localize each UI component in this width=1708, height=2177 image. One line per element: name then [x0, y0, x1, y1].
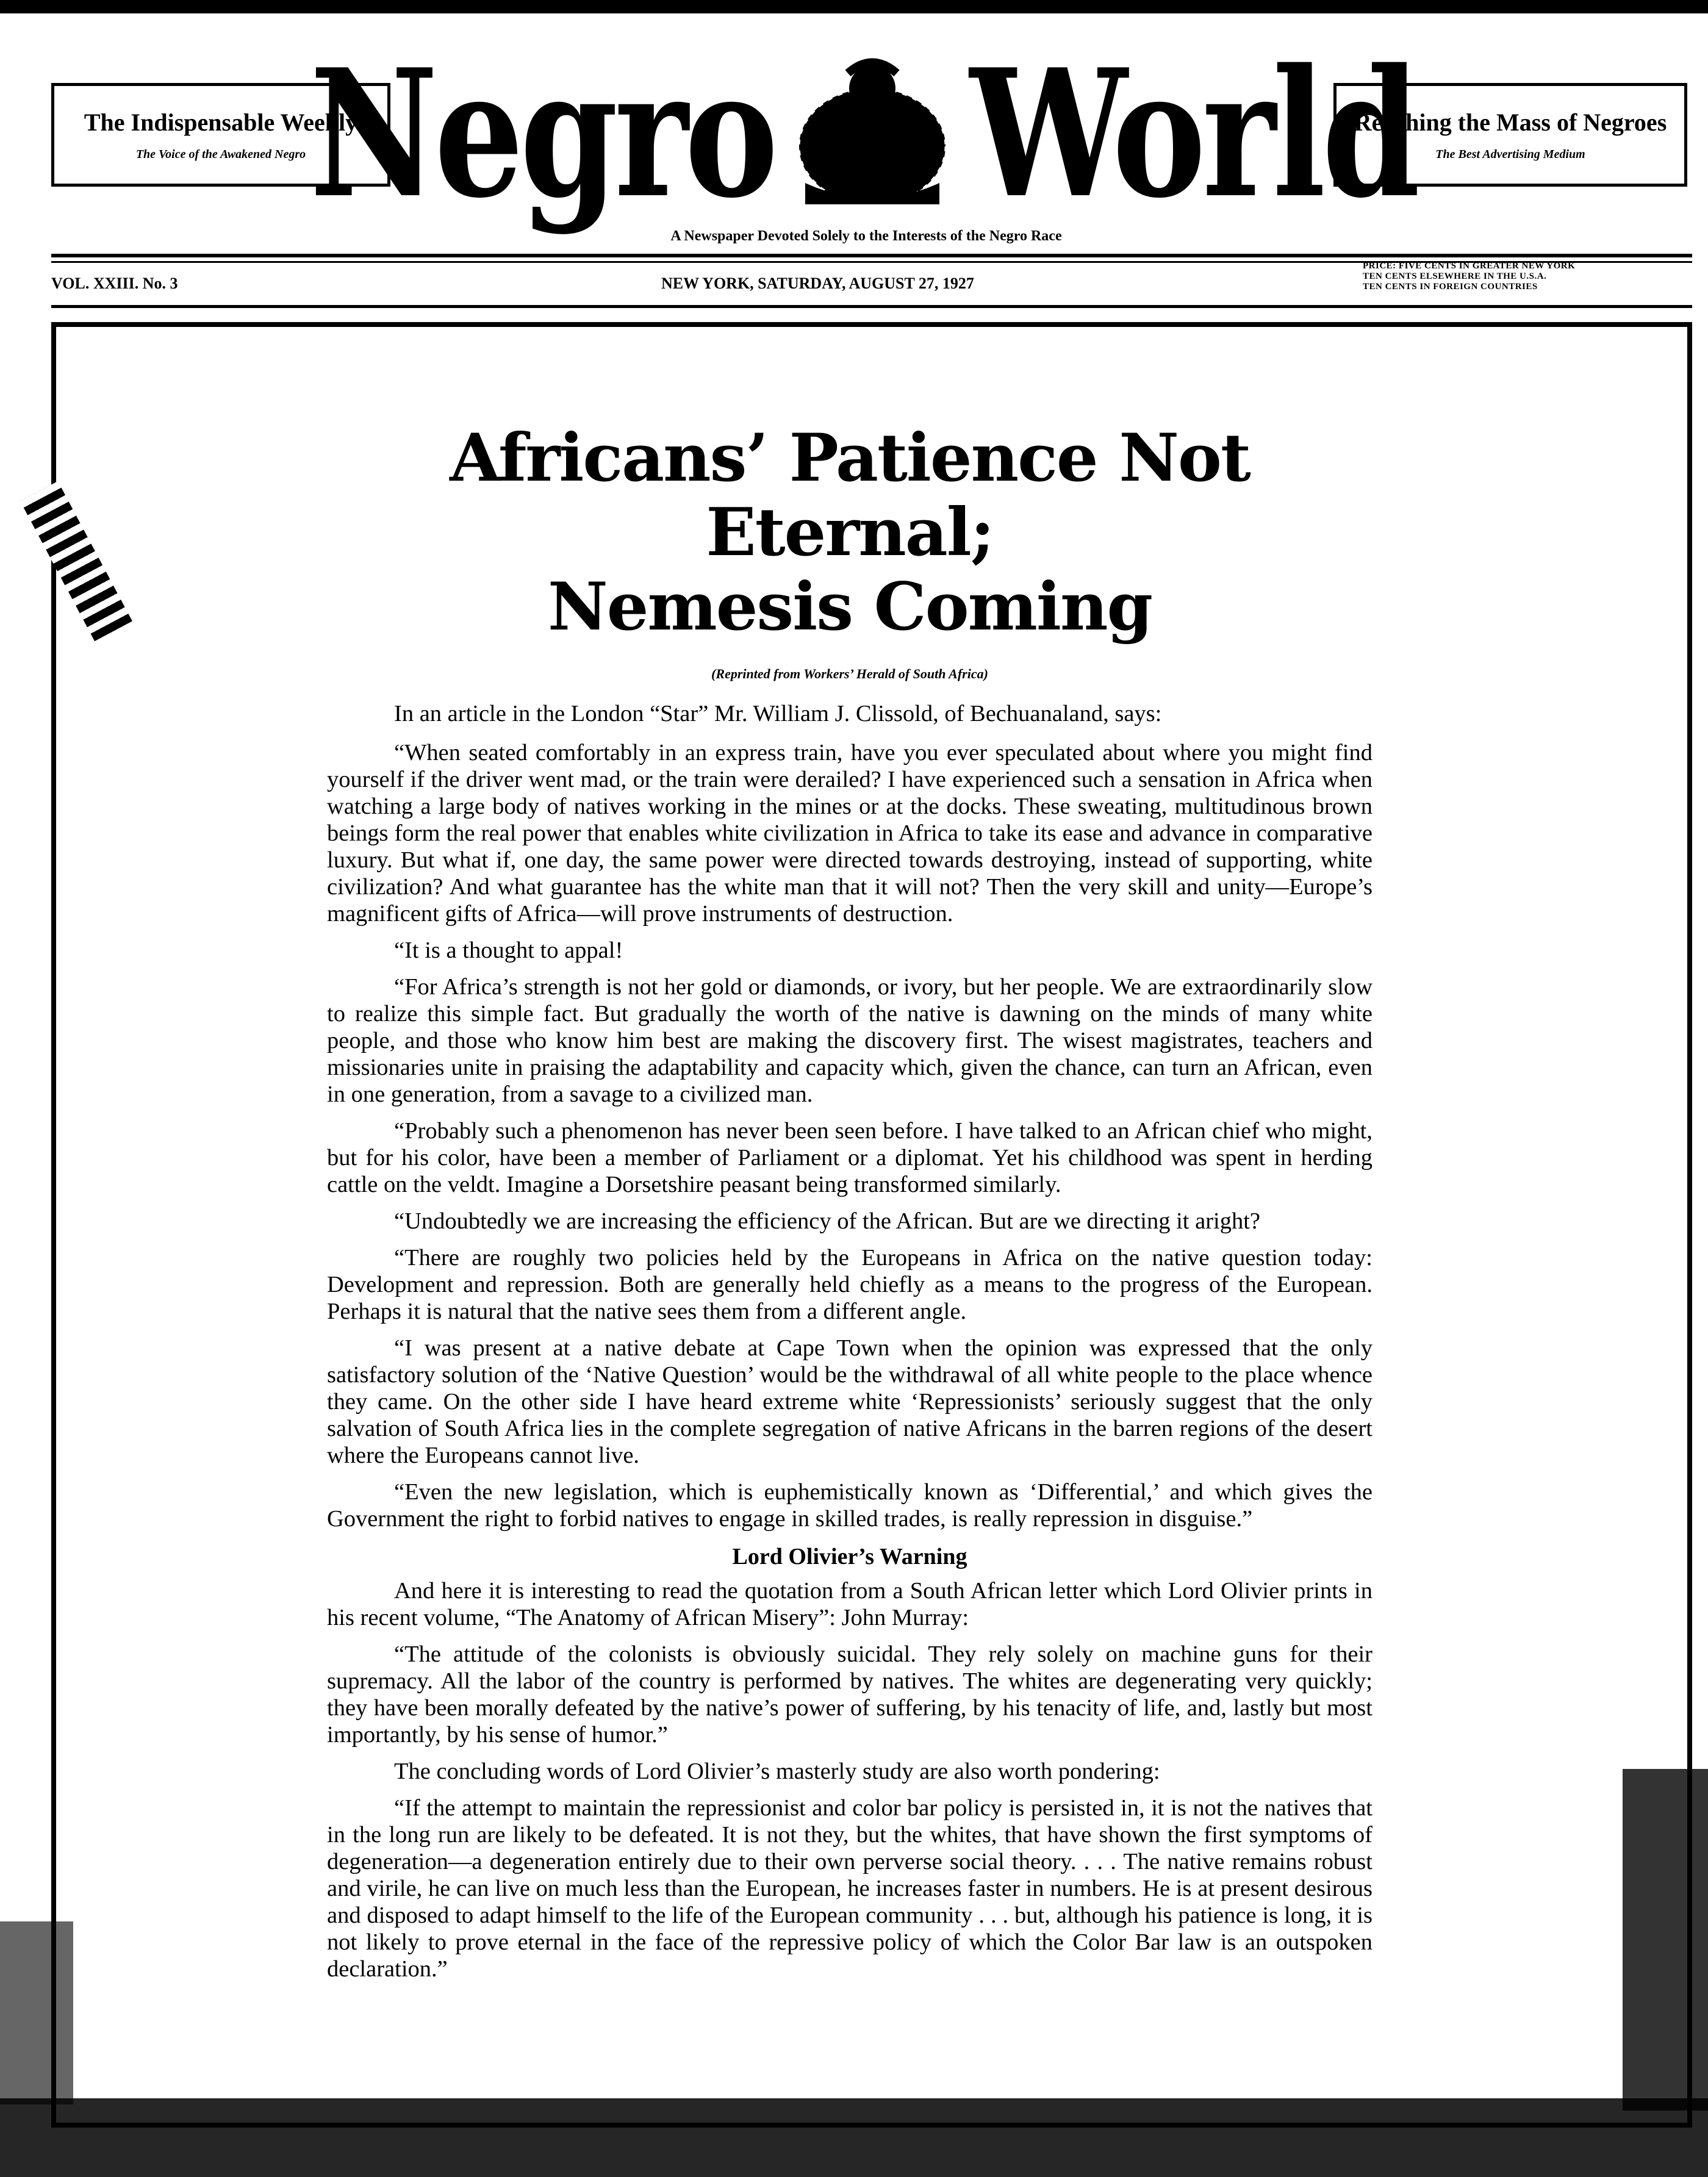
scan-edge-left [0, 1921, 73, 2104]
dateline-bar [51, 261, 1692, 299]
left-ear-slogan: The Indispensable Weekly [84, 109, 358, 136]
globe-emblem-icon [781, 55, 964, 213]
price-block [1363, 261, 1692, 292]
article-paragraph: “Undoubtedly we are increasing the efficiency of the African. But are we directing it aright? [394, 1208, 1261, 1234]
article-paragraph: “It is a thought to appal! [394, 938, 623, 963]
price-line: TEN CENTS ELSEWHERE IN THE U.S.A. [1363, 271, 1547, 281]
article-paragraph: “Even the new legislation, which is euphemistically known as ‘Differential,’ and which gives the Government the right to forbid natives to engage in skilled trades, is really repression in disguise.” [327, 1479, 1372, 1532]
price-line: TEN CENTS IN FOREIGN COUNTRIES [1363, 282, 1538, 292]
article-paragraph: The concluding words of Lord Olivier’s masterly study are also worth pondering: [394, 1759, 1160, 1784]
price-line: PRICE: FIVE CENTS IN GREATER NEW YORK [1363, 261, 1576, 271]
article-body [327, 700, 1372, 1982]
masthead-tagline: A Newspaper Devoted Solely to the Interests of the Negro Race [670, 228, 1062, 244]
left-ear-subslogan: The Voice of the Awakened Negro [135, 148, 306, 161]
nameplate-word-left: Negro [309, 31, 775, 237]
scan-edge-top [0, 0, 1708, 13]
article-paragraph: “When seated comfortably in an express train, have you ever speculated about where you might find yourself if the driver went mad, or the train were derailed? I have experienced such a sensation in Africa when watching a large body of natives working in the mines or at the docks. These sweating, multitudinous brown beings form the real power that enables white civilization in Africa to take its ease and advance in comparative luxury. But what if, one day, the same power were directed towards destroying, instead of supporting, white civilization? And what guarantee has the white man that it will not? Then the very skill and unity—Europe’s magnificent gifts of Africa—will prove instruments of destruction. [327, 740, 1372, 927]
article-paragraph: “Probably such a phenomenon has never been seen before. I have talked to an African chief who might, but for his color, have been a member of Parliament or a diplomat. Yet his childhood was spent in herding cattle on the veldt. Imagine a Dorsetshire peasant being transformed similarly. [327, 1118, 1372, 1197]
issue-date: NEW YORK, SATURDAY, AUGUST 27, 1927 [661, 274, 974, 292]
masthead-right-ear [1333, 83, 1687, 187]
scan-edge-bottom [0, 2098, 1708, 2177]
front-page-article [327, 421, 1372, 1992]
article-paragraph: “For Africa’s strength is not her gold or diamonds, or ivory, but her people. We are extraordinarily slow to realize this simple fact. But gradually the worth of the native is dawning on the minds of many white people, and those who know him best are making the discovery first. The wisest magistrates, teachers and missionaries unite in praising the adaptability and capacity which, given the chance, can turn an African, even in one generation, from a savage to a civilized man. [327, 974, 1372, 1107]
scan-edge-right [1623, 1769, 1708, 2111]
dateline-rule [51, 305, 1692, 308]
headline-line: Africans’ Patience Not Eternal; [450, 420, 1250, 571]
headline-line: Nemesis Coming [548, 568, 1152, 645]
masthead-rule-top [51, 254, 1692, 257]
article-paragraph: “The attitude of the colonists is obviously suicidal. They rely solely on machine guns for their supremacy. All the labor of the country is performed by natives. The whites are degenerating very quickly; they have been morally defeated by the native’s power of suffering, by his tenacity of life, and, lastly but most importantly, by his sense of humor.” [327, 1641, 1372, 1748]
article-paragraph: In an article in the London “Star” Mr. William J. Clissold, of Bechuanaland, says: [394, 701, 1162, 726]
right-ear-slogan: Reaching the Mass of Negroes [1354, 109, 1667, 136]
article-subhead: Lord Olivier’s Warning [732, 1544, 967, 1569]
article-headline [327, 421, 1372, 644]
reprint-source-note: (Reprinted from Workers’ Herald of South Africa) [711, 666, 988, 681]
article-paragraph: “There are roughly two policies held by the Europeans in Africa on the native question today: Development and repression. Both are generally held chiefly as a means to the progress of the European. Perhaps it is natural that the native sees them from a different angle. [327, 1245, 1372, 1324]
volume-number: VOL. XXIII. No. 3 [51, 274, 178, 292]
article-paragraph: And here it is interesting to read the quotation from a South African letter which Lord Olivier prints in his recent volume, “The Anatomy of African Misery”: John Murray: [327, 1578, 1372, 1630]
article-paragraph: “I was present at a native debate at Cape Town when the opinion was expressed that the only satisfactory solution of the ‘Native Question’ would be the withdrawal of all white people to the place whence they came. On the other side I have heard extreme white ‘Repressionists’ seriously suggest that the only salvation of South Africa lies in the complete segregation of native Africans in the barren regions of the desert where the Europeans cannot live. [327, 1335, 1372, 1468]
article-paragraph: “If the attempt to maintain the repressionist and color bar policy is persisted in, it is not the natives that in the long run are likely to be defeated. It is not they, but the whites, that have shown the first symptoms of degeneration—a degeneration entirely due to their own perverse social theory. . . . The native remains robust and virile, he can live on much less than the European, he increases faster in numbers. He is at present desirous and disposed to adapt himself to the life of the European community . . . but, although his patience is long, it is not likely to prove eternal in the face of the repressive policy of which the Color Bar law is an outspoken declaration.” [327, 1795, 1372, 1982]
nameplate-word-right: World [969, 31, 1417, 237]
right-ear-subslogan: The Best Advertising Medium [1435, 148, 1585, 161]
